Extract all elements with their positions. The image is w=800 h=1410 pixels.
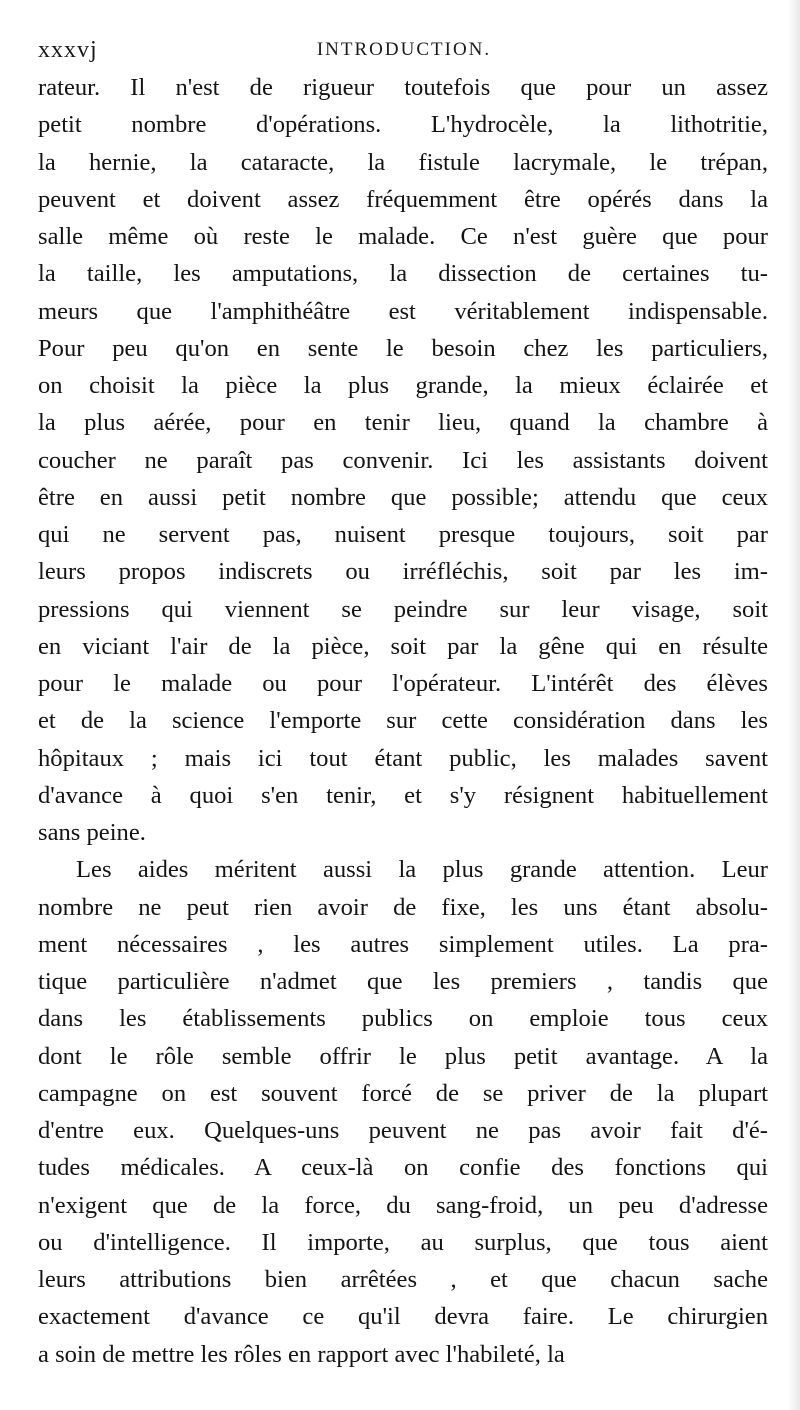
text-line: dont le rôle semble offrir le plus petit avantage. A la (38, 1042, 768, 1070)
paragraph (38, 69, 768, 851)
text-line: en viciant l'air de la pièce, soit par la gêne qui en résulte (38, 632, 768, 660)
body-text (38, 69, 768, 1373)
text-line: hôpitaux ; mais ici tout étant public, les malades savent (38, 744, 768, 772)
text-line: et de la science l'emporte sur cette considération dans les (38, 707, 768, 735)
running-head: INTRODUCTION. (316, 39, 492, 60)
text-line: peuvent et doivent assez fréquemment être opérés dans la (38, 185, 768, 213)
text-line: campagne on est souvent forcé de se priver de la plupart (38, 1079, 768, 1107)
text-line: qui ne servent pas, nuisent presque toujours, soit par (38, 521, 768, 548)
text-line: leurs attributions bien arrêtées , et que chacun sache (38, 1266, 768, 1293)
paragraph (38, 851, 768, 1373)
text-line: d'avance à quoi s'en tenir, et s'y résignent habituellement (38, 781, 768, 809)
text-line: la taille, les amputations, la dissection de certaines tu- (38, 260, 768, 288)
text-line: Pour peu qu'on en sente le besoin chez les particuliers, (38, 334, 768, 362)
text-line: salle même où reste le malade. Ce n'est guère que pour (38, 223, 768, 250)
page-header (38, 34, 770, 66)
text-line: tique particulière n'admet que les premiers , tandis que (38, 968, 768, 995)
text-line: la hernie, la cataracte, la fistule lacrymale, le trépan, (38, 148, 768, 176)
text-line: ment nécessaires , les autres simplement utiles. La pra- (38, 930, 768, 958)
text-line: rateur. Il n'est de rigueur toutefois que pour un assez (38, 74, 768, 101)
text-line: pressions qui viennent se peindre sur leur visage, soit (38, 595, 768, 623)
text-line: nombre ne peut rien avoir de fixe, les uns étant absolu- (38, 893, 768, 921)
text-line: a soin de mettre les rôles en rapport avec l'habileté, la (38, 1340, 565, 1368)
text-line: ou d'intelligence. Il importe, au surplus, que tous aient (38, 1228, 768, 1256)
text-line: d'entre eux. Quelques-uns peuvent ne pas avoir fait d'é- (38, 1117, 768, 1144)
text-line: on choisit la pièce la plus grande, la mieux éclairée et (38, 372, 768, 399)
text-line: tudes médicales. A ceux-là on confie des fonctions qui (38, 1154, 768, 1182)
text-line: dans les établissements publics on emploie tous ceux (38, 1005, 768, 1033)
text-line: sans peine. (38, 819, 146, 846)
text-line: exactement d'avance ce qu'il devra faire. Le chirurgien (38, 1303, 768, 1331)
text-line: être en aussi petit nombre que possible; attendu que ceux (38, 483, 768, 511)
text-line: pour le malade ou pour l'opérateur. L'intérêt des élèves (38, 670, 768, 697)
text-line: coucher ne paraît pas convenir. Ici les assistants doivent (38, 446, 768, 474)
text-line: n'exigent que de la force, du sang-froid, un peu d'adresse (38, 1191, 768, 1219)
page-number: xxxvj (38, 36, 98, 63)
page-edge-shadow (788, 0, 800, 1410)
text-line: meurs que l'amphithéâtre est véritablement indispensable. (38, 297, 768, 325)
text-line: Les aides méritent aussi la plus grande attention. Leur (76, 856, 768, 884)
text-line: petit nombre d'opérations. L'hydrocèle, la lithotritie, (38, 111, 768, 139)
text-line: la plus aérée, pour en tenir lieu, quand la chambre à (38, 409, 768, 437)
text-line: leurs propos indiscrets ou irréfléchis, soit par les im- (38, 558, 768, 586)
